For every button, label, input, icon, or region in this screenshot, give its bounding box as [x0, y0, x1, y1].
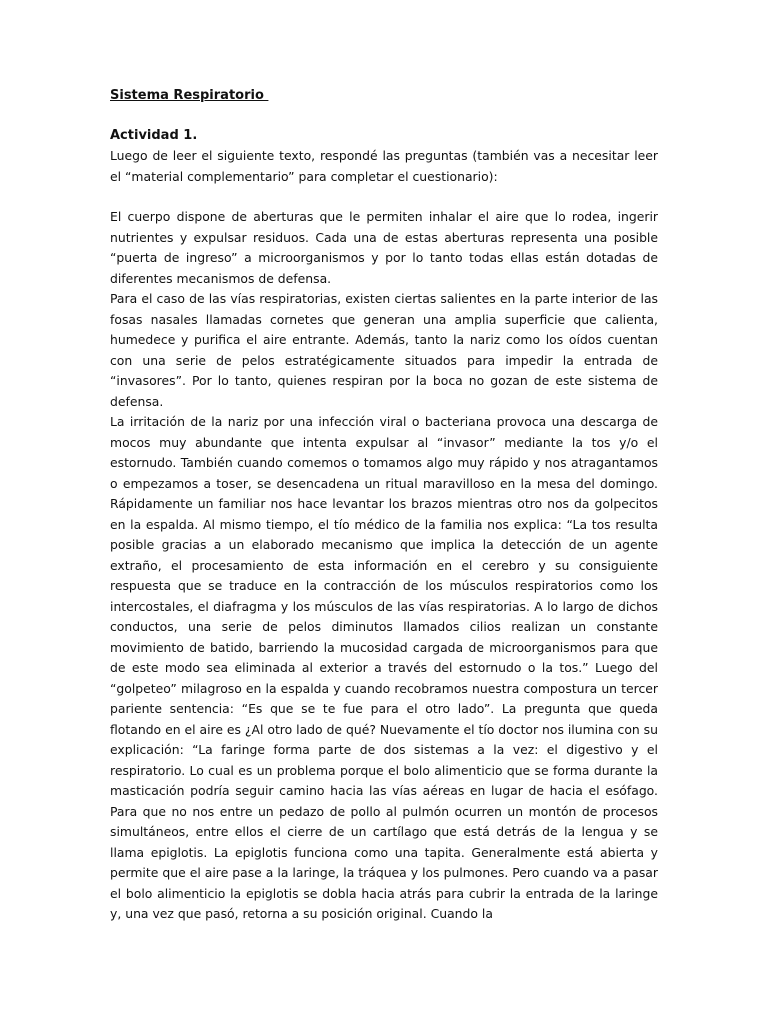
- activity-heading: Actividad 1.: [110, 128, 198, 143]
- body-paragraph-3: La irritación de la nariz por una infección viral o bacteriana provoca una descarga de mocos muy abundante que intenta expulsar al “invasor” mediante la tos y/o el estornudo. También cuando comemos o tomamos algo muy rápido y nos atragantamos o empezamos a toser, se desencadena un ritual maravilloso en la mesa del domingo. Rápidamente un familiar nos hace levantar los brazos mientras otro nos da golpecitos en la espalda. Al mismo tiempo, el tío médico de la familia nos explica: “La tos resulta posible gracias a un elaborado mecanismo que implica la detección de un agente extraño, el procesamiento de esta información en el cerebro y su consiguiente respuesta que se traduce en la contracción de los músculos respiratorios como los intercostales, el diafragma y los músculos de las vías respiratorias. A lo largo de dichos conductos, una serie de pelos diminutos llamados cilios realizan un constante movimiento de batido, barriendo la mucosidad cargada de microorganismos para que de este modo sea eliminada al exterior a través del estornudo o la tos.” Luego del “golpeteo” milagroso en la espalda y cuando recobramos nuestra compostura un tercer pariente sentencia: “Es que se te fue para el otro lado”. La pregunta que queda flotando en el aire es ¿Al otro lado de qué? Nuevamente el tío doctor nos ilumina con su explicación: “La faringe forma parte de dos sistemas a la vez: el digestivo y el respiratorio. Lo cual es un problema porque el bolo alimenticio que se forma durante la masticación podría seguir camino hacia las vías aéreas en lugar de hacia el esófago. Para que no nos entre un pedazo de pollo al pulmón ocurren un montón de procesos simultáneos, entre ellos el cierre de un cartílago que está detrás de la lengua y se llama epiglotis. La epiglotis funciona como una tapita. Generalmente está abierta y permite que el aire pase a la laringe, la tráquea y los pulmones. Pero cuando va a pasar el bolo alimenticio la epiglotis se dobla hacia atrás para cubrir la entrada de la laringe y, una vez que pasó, retorna a su posición original. Cuando la: [110, 414, 658, 921]
- instructions-paragraph: Luego de leer el siguiente texto, respondé las preguntas (también vas a necesitar leer el “material complementario” para completar el cuestionario):: [110, 148, 658, 184]
- document-page: [110, 86, 658, 925]
- body-paragraph-1: El cuerpo dispone de aberturas que le permiten inhalar el aire que lo rodea, ingerir nutrientes y expulsar residuos. Cada una de estas aberturas representa una posible “puerta de ingreso” a microorganismos y por lo tanto todas ellas están dotadas de diferentes mecanismos de defensa.: [110, 209, 658, 286]
- body-paragraph-2: Para el caso de las vías respiratorias, existen ciertas salientes en la parte interior de las fosas nasales llamadas cornetes que generan una amplia superficie que calienta, humedece y purifica el aire entrante. Además, tanto la nariz como los oídos cuentan con una serie de pelos estratégicamente situados para impedir la entrada de “invasores”. Por lo tanto, quienes respiran por la boca no gozan de este sistema de defensa.: [110, 291, 658, 409]
- paragraph-gap: [110, 187, 658, 207]
- document-title: Sistema Respiratorio: [110, 88, 269, 103]
